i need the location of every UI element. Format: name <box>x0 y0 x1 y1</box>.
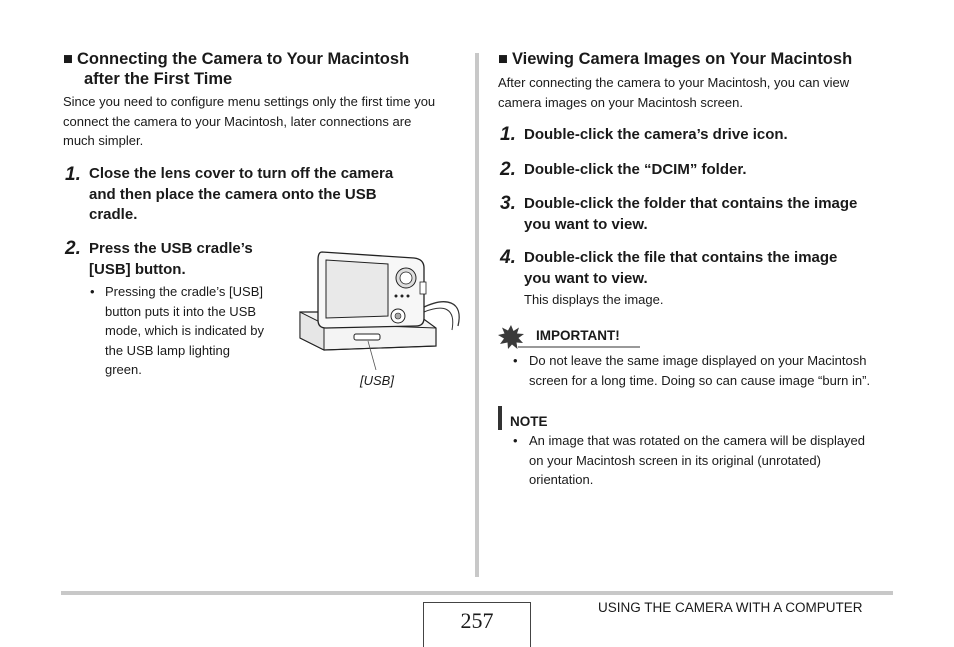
important-underline <box>518 346 640 348</box>
right-step-3-text: Double-click the folder that contains the image you want to view. <box>524 195 858 233</box>
note-text: An image that was rotated on the camera will be displayed on your Macintosh screen in its original (unrotated) orientation. <box>529 433 866 487</box>
page-number-box <box>423 602 531 647</box>
left-step-1-number: 1. <box>65 164 81 185</box>
right-step-3-number: 3. <box>500 193 516 214</box>
right-step-1-text: Double-click the camera’s drive icon. <box>524 126 788 143</box>
footer-rule <box>61 591 893 595</box>
image-caption-usb: [USB] <box>360 373 394 388</box>
important-label: IMPORTANT! <box>536 328 620 343</box>
left-bullet-text: Pressing the cradle’s [USB] button puts it into the USB mode, which is indicated by the USB lamp lighting green. <box>105 284 264 377</box>
left-step-2-number: 2. <box>65 238 81 259</box>
right-step-4-text: Double-click the file that contains the image you want to view. <box>524 249 838 287</box>
right-step-4-note: This displays the image. <box>524 292 664 307</box>
right-step-1-number: 1. <box>500 124 516 145</box>
note-bar-icon <box>498 406 502 430</box>
right-intro-text: After connecting the camera to your Macintosh, you can view camera images on your Macintosh screen. <box>498 75 850 110</box>
right-step-4-number: 4. <box>500 247 516 268</box>
left-step-1-text: Close the lens cover to turn off the camera and then place the camera onto the USB cradle. <box>89 165 394 223</box>
important-bullet-dot: • <box>513 353 518 368</box>
note-bullet-dot: • <box>513 433 518 448</box>
right-step-2-number: 2. <box>500 159 516 180</box>
right-step-2-text: Double-click the “DCIM” folder. <box>524 161 747 178</box>
right-section-title: ■ Viewing Camera Images on Your Macintosh <box>498 50 853 68</box>
left-bullet-dot: • <box>90 284 95 299</box>
note-label: NOTE <box>510 414 548 429</box>
column-divider <box>475 53 479 577</box>
page-number: 257 <box>460 608 494 633</box>
left-step-2-text: Press the USB cradle’s [USB] button. <box>89 240 253 278</box>
camera-cradle-illustration <box>296 246 462 370</box>
left-intro-text: Since you need to configure menu settings only the first time you connect the camera to your Macintosh, later connections are much simpler. <box>63 94 436 148</box>
footer-section-label: USING THE CAMERA WITH A COMPUTER <box>598 600 863 615</box>
important-text: Do not leave the same image displayed on your Macintosh screen for a long time. Doing so can cause image “burn in”. <box>529 353 871 388</box>
left-section-title: ■ Connecting the Camera to Your Macintosh after the First Time <box>63 50 410 88</box>
